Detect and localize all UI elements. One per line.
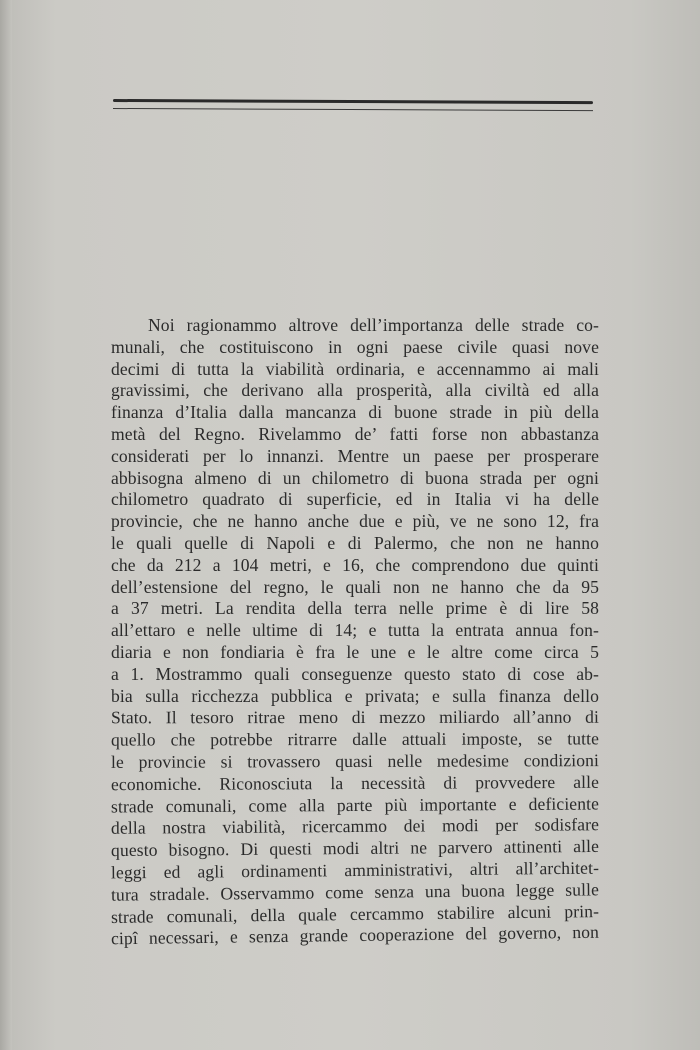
body-paragraph — [111, 315, 599, 947]
text-line: bia sulla ricchezza pubblica e privata; e sulla finanza dello — [111, 685, 599, 706]
text-line: provincie, che ne hanno anche due e più, ve ne sono 12, fra — [111, 511, 599, 532]
text-line: quello che potrebbe ritrarre dalle attuali imposte, se tutte — [110, 728, 600, 750]
text-line: dell’estensione del regno, le quali non ne hanno che da 95 — [111, 576, 599, 597]
text-line: Noi ragionammo altrove dell’importanza delle strade co- — [148, 315, 599, 335]
text-line: che da 212 a 104 metri, e 16, che comprendono due quinti — [111, 554, 599, 575]
text-line: economiche. Riconosciuta la necessità di provvedere alle — [110, 771, 600, 794]
text-line: strade comunali, come alla parte più importante e deficiente — [110, 793, 600, 817]
text-line: a 1. Mostrammo quali conseguenze questo stato di cose ab- — [111, 663, 599, 684]
text-line: le provincie si trovassero quasi nelle medesime condizioni — [110, 750, 600, 772]
text-line: a 37 metri. La rendita della terra nelle prime è di lire 58 — [111, 598, 599, 619]
header-rule-thin — [113, 108, 593, 111]
text-line: della nostra viabilità, ricercammo dei modi per sodisfare — [110, 814, 600, 839]
text-line: finanza d’Italia dalla mancanza di buone strade in più della — [111, 402, 599, 423]
text-line: leggi ed agli ordinamenti amministrativi, altri all’architet- — [110, 857, 600, 883]
text-line: munali, che costituiscono in ogni paese civile quasi nove — [111, 336, 599, 357]
text-line: tura stradale. Osservammo come senza una buona legge sulle — [110, 879, 600, 905]
text-line: questo bisogno. Di questi modi altri ne parvero attinenti alle — [110, 836, 600, 861]
text-line: cipî necessari, e senza grande cooperazione del governo, non — [110, 922, 600, 949]
text-line: le quali quelle di Napoli e di Palermo, che non ne hanno — [111, 532, 599, 553]
text-line: abbisogna almeno di un chilometro di buona strada per ogni — [111, 467, 599, 488]
text-line: diaria e non fondiaria è fra le une e le altre come circa 5 — [111, 641, 599, 662]
text-line: chilometro quadrato di superficie, ed in Italia vi ha delle — [111, 489, 599, 510]
text-line: decimi di tutta la viabilità ordinaria, e accennammo ai mali — [111, 358, 599, 379]
text-line: strade comunali, della quale cercammo stabilire alcuni prin- — [110, 900, 600, 927]
page-edge-shadow — [0, 0, 12, 1050]
text-line: metà del Regno. Rivelammo de’ fatti forse non abbastanza — [111, 423, 599, 444]
text-line: considerati per lo innanzi. Mentre un paese per prosperare — [111, 445, 599, 466]
text-line: Stato. Il tesoro ritrae meno di mezzo miliardo all’anno di — [110, 707, 600, 728]
text-line: gravissimi, che derivano alla prosperità, alla civiltà ed alla — [111, 380, 599, 401]
header-rule-thick — [113, 99, 593, 104]
text-line: all’ettaro e nelle ultime di 14; e tutta la entrata annua fon- — [111, 620, 599, 641]
